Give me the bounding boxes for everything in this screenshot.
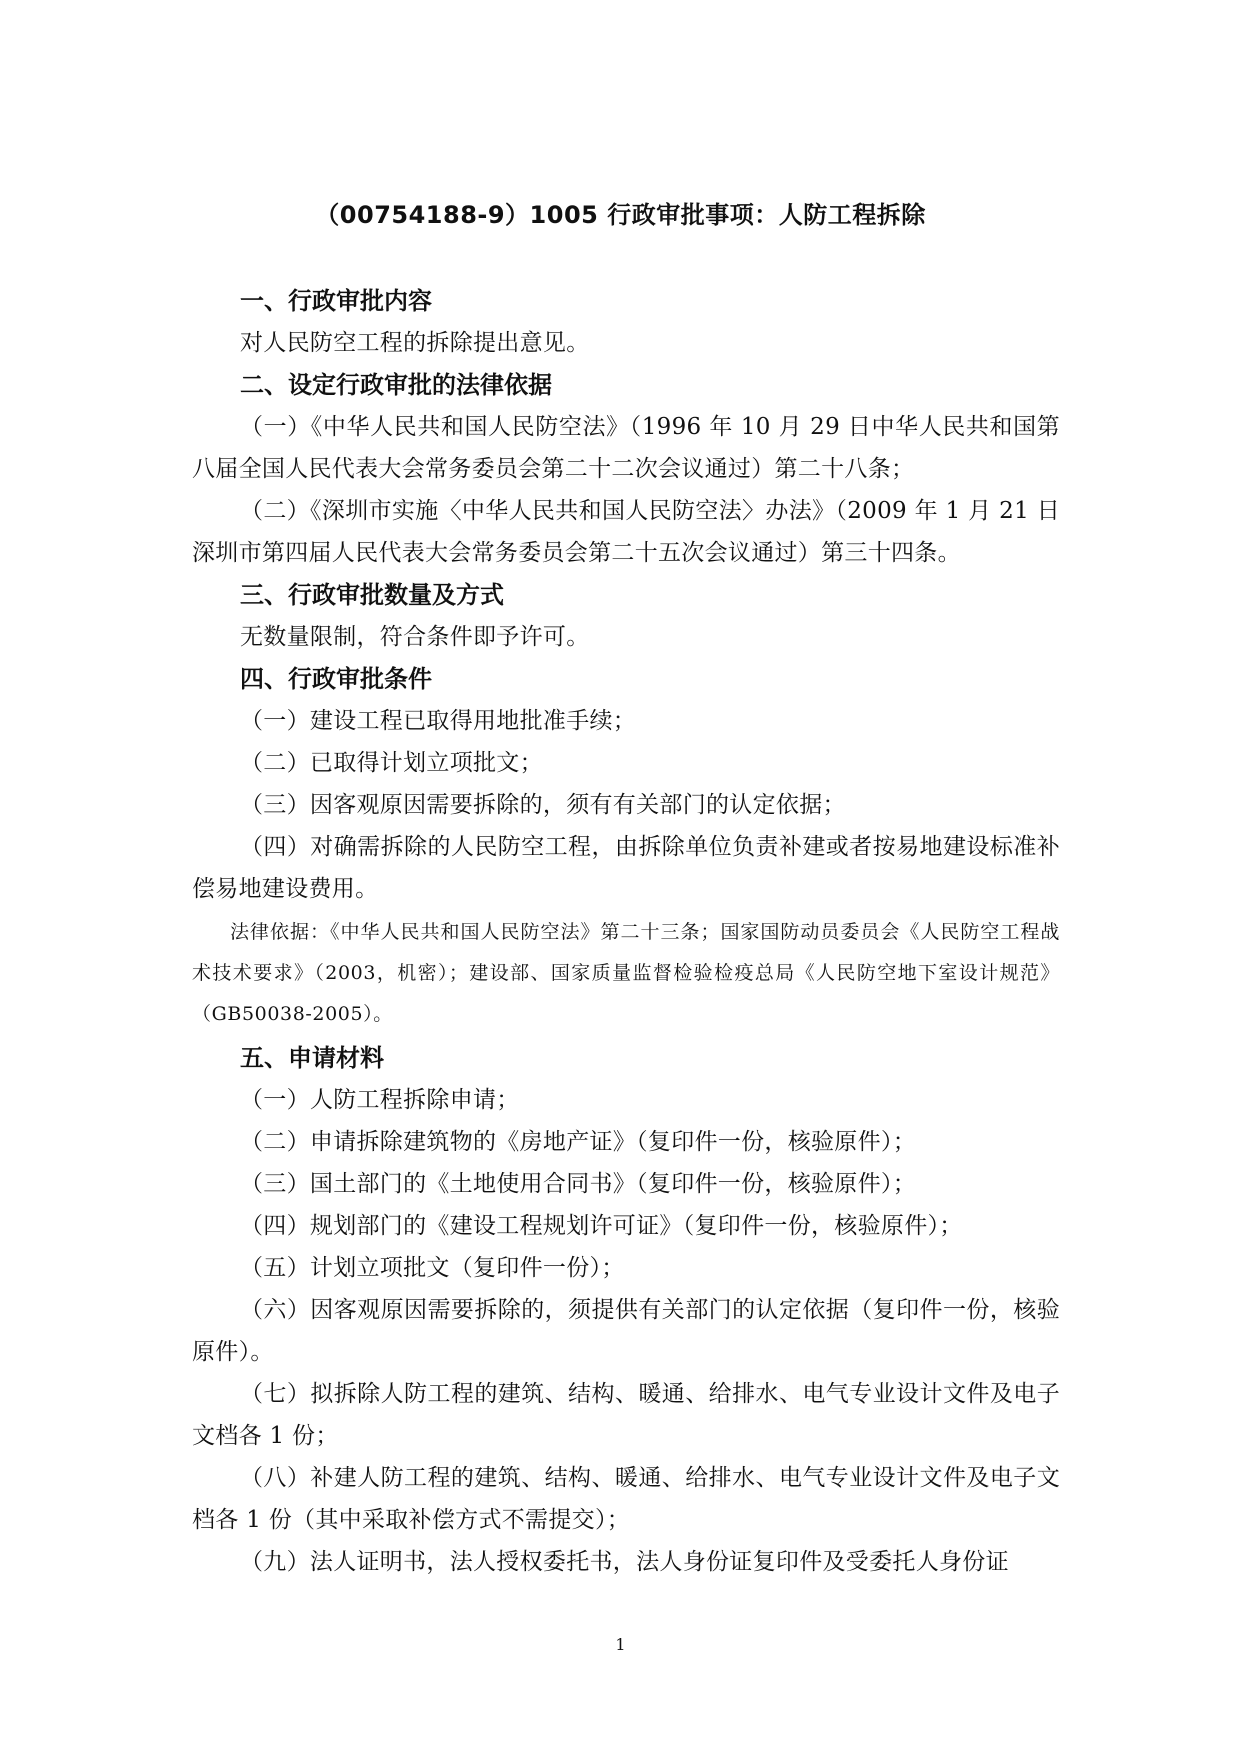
page-number: 1	[615, 1635, 626, 1654]
list-item: （八）补建人防工程的建筑、结构、暖通、给排水、电气专业设计文件及电子文档各 1 份（其中采取补偿方式不需提交）；	[192, 1465, 1060, 1533]
section-heading: 一、行政审批内容	[240, 287, 432, 315]
section-heading: 二、设定行政审批的法律依据	[240, 371, 552, 399]
list-item: （三）国土部门的《土地使用合同书》（复印件一份，核验原件）；	[240, 1171, 916, 1197]
list-item: （二）申请拆除建筑物的《房地产证》（复印件一份，核验原件）；	[240, 1129, 916, 1155]
paragraph: （一）《中华人民共和国人民防空法》（1996 年 10 月 29 日中华人民共和国第八届全国人民代表大会常务委员会第二十二次会议通过）第二十八条；	[192, 414, 1060, 482]
paragraph: 无数量限制，符合条件即予许可。	[240, 624, 590, 650]
document-body	[192, 280, 1060, 1583]
list-item: （四）对确需拆除的人民防空工程，由拆除单位负责补建或者按易地建设标准补偿易地建设费用。	[192, 834, 1060, 902]
list-item: （九）法人证明书，法人授权委托书，法人身份证复印件及受委托人身份证	[240, 1549, 1009, 1575]
list-item: （七）拟拆除人防工程的建筑、结构、暖通、给排水、电气专业设计文件及电子文档各 1 份；	[192, 1381, 1060, 1449]
paragraph: 对人民防空工程的拆除提出意见。	[240, 330, 590, 356]
list-item: （一）人防工程拆除申请；	[240, 1087, 520, 1113]
list-item: （二）已取得计划立项批文；	[240, 750, 543, 776]
section-heading: 五、申请材料	[240, 1044, 384, 1072]
list-item: （一）建设工程已取得用地批准手续；	[240, 708, 637, 734]
paragraph: （二）《深圳市实施〈中华人民共和国人民防空法〉办法》（2009 年 1 月 21 日深圳市第四届人民代表大会常务委员会第二十五次会议通过）第三十四条。	[192, 498, 1060, 566]
section-heading: 四、行政审批条件	[240, 665, 432, 693]
section-heading: 三、行政审批数量及方式	[240, 581, 504, 609]
legal-basis-note: 法律依据：《中华人民共和国人民防空法》第二十三条；国家国防动员委员会《人民防空工程战术技术要求》（2003，机密）；建设部、国家质量监督检验检疫总局《人民防空地下室设计规范》（GB50038-2005）。	[192, 921, 1060, 1025]
list-item: （六）因客观原因需要拆除的，须提供有关部门的认定依据（复印件一份，核验原件）。	[192, 1297, 1060, 1365]
list-item: （五）计划立项批文（复印件一份）；	[240, 1255, 625, 1281]
list-item: （三）因客观原因需要拆除的，须有有关部门的认定依据；	[240, 792, 846, 818]
list-item: （四）规划部门的《建设工程规划许可证》（复印件一份，核验原件）；	[240, 1213, 963, 1239]
document-title: （00754188-9）1005 行政审批事项：人防工程拆除	[315, 201, 926, 229]
